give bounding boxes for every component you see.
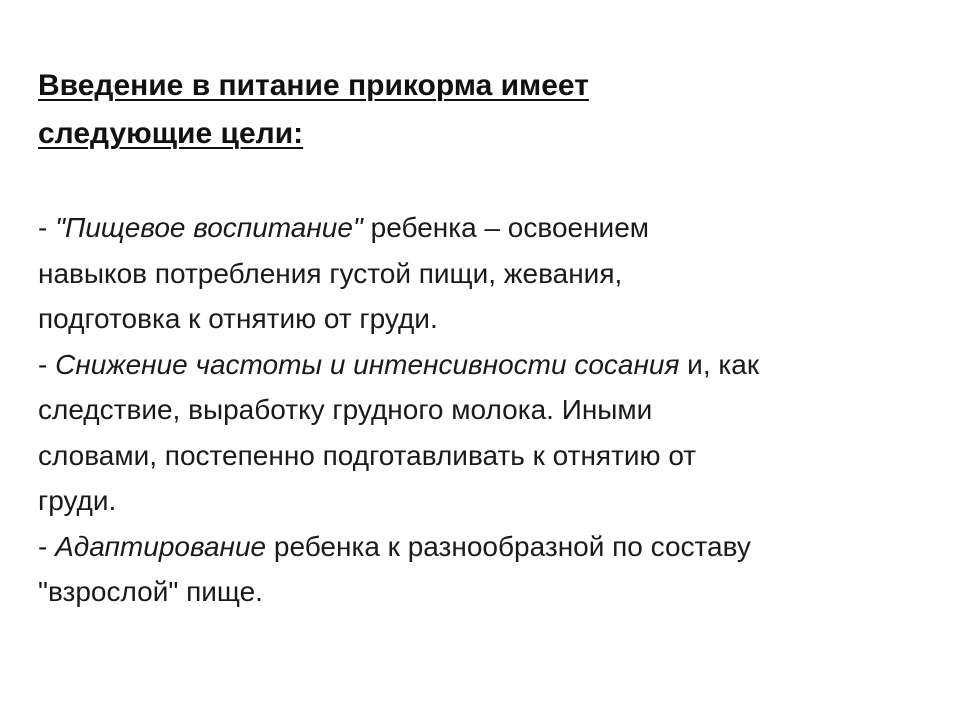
goal-item-line: следствие, выработку грудного молока. Иными bbox=[38, 394, 653, 425]
goal-item-line: "взрослой" пище. bbox=[38, 576, 263, 607]
goal-item-line: навыков потребления густой пищи, жевания, bbox=[38, 257, 623, 289]
goal-text: ребенка к разнообразной по составу bbox=[266, 530, 751, 562]
slide-body bbox=[38, 205, 928, 615]
goal-text: ребенка – освоением bbox=[362, 212, 650, 243]
goal-item-adaptation bbox=[38, 524, 928, 615]
goal-item-food-education bbox=[38, 205, 928, 342]
goal-item-line: подготовка к отнятию от груди. bbox=[38, 303, 438, 334]
goal-item-line: груди. bbox=[38, 485, 117, 516]
goal-item-line bbox=[38, 342, 928, 388]
slide-title-line: Введение в питание прикорма имеет bbox=[38, 69, 589, 102]
bullet-dash: - bbox=[38, 212, 56, 243]
goal-item-line bbox=[38, 524, 928, 570]
slide-title-line: следующие цели: bbox=[38, 117, 304, 150]
goal-term: Адаптирование bbox=[55, 530, 267, 562]
goal-item-reduce-sucking bbox=[38, 342, 928, 524]
slide-title bbox=[38, 62, 918, 158]
bullet-dash: - bbox=[38, 348, 56, 380]
goal-item-line: словами, постепенно подготавливать к отнятию от bbox=[38, 439, 697, 471]
goal-item-line bbox=[38, 205, 928, 251]
bullet-dash: - bbox=[38, 530, 56, 562]
goal-term: Снижение частоты и интенсивности сосания bbox=[55, 348, 680, 380]
goal-text: и, как bbox=[679, 348, 760, 380]
goal-term: "Пищевое воспитание" bbox=[55, 212, 363, 243]
